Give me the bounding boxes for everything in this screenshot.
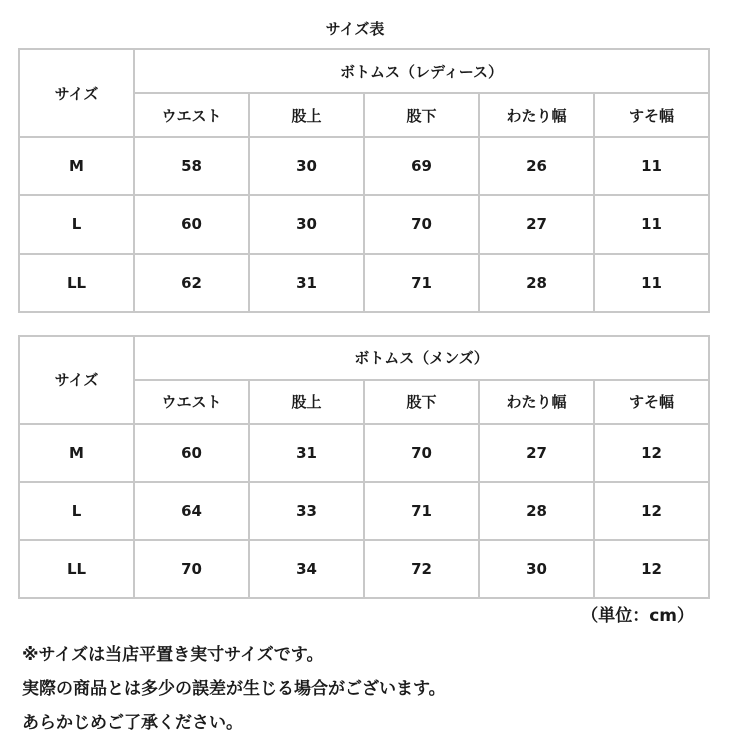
value-cell: 70 [364, 195, 479, 253]
size-header-cell: サイズ [19, 336, 134, 424]
column-header-thigh: わたり幅 [479, 93, 594, 137]
table-row [19, 137, 709, 195]
value-cell: 12 [594, 482, 709, 540]
size-cell: L [19, 482, 134, 540]
value-cell: 11 [594, 137, 709, 195]
table-row [19, 254, 709, 312]
note-line: あらかじめご了承ください。 [22, 713, 243, 733]
value-cell: 70 [134, 540, 249, 598]
table-header-row [19, 336, 709, 380]
page-title: サイズ表 [325, 20, 385, 38]
column-header-hem: すそ幅 [594, 93, 709, 137]
note-line: 実際の商品とは多少の誤差が生じる場合がございます。 [22, 679, 446, 699]
value-cell: 30 [249, 137, 364, 195]
column-header-rise: 股上 [249, 93, 364, 137]
value-cell: 34 [249, 540, 364, 598]
value-cell: 11 [594, 195, 709, 253]
size-cell: LL [19, 540, 134, 598]
table-row [19, 540, 709, 598]
value-cell: 62 [134, 254, 249, 312]
column-header-rise: 股上 [249, 380, 364, 424]
value-cell: 30 [249, 195, 364, 253]
size-cell: L [19, 195, 134, 253]
size-cell: LL [19, 254, 134, 312]
group-header-cell: ボトムス（メンズ） [134, 336, 709, 380]
value-cell: 64 [134, 482, 249, 540]
value-cell: 33 [249, 482, 364, 540]
note-line: ※サイズは当店平置き実寸サイズです。 [22, 645, 324, 665]
value-cell: 58 [134, 137, 249, 195]
size-header-cell: サイズ [19, 49, 134, 137]
size-table-ladies [18, 48, 710, 313]
value-cell: 28 [479, 254, 594, 312]
value-cell: 12 [594, 540, 709, 598]
column-header-hem: すそ幅 [594, 380, 709, 424]
value-cell: 69 [364, 137, 479, 195]
size-cell: M [19, 137, 134, 195]
value-cell: 27 [479, 424, 594, 482]
value-cell: 31 [249, 254, 364, 312]
column-header-inseam: 股下 [364, 380, 479, 424]
column-header-inseam: 股下 [364, 93, 479, 137]
value-cell: 26 [479, 137, 594, 195]
value-cell: 72 [364, 540, 479, 598]
value-cell: 60 [134, 424, 249, 482]
value-cell: 30 [479, 540, 594, 598]
notes [22, 638, 446, 740]
value-cell: 11 [594, 254, 709, 312]
value-cell: 60 [134, 195, 249, 253]
column-header-waist: ウエスト [134, 380, 249, 424]
table-row [19, 424, 709, 482]
column-header-waist: ウエスト [134, 93, 249, 137]
group-header-cell: ボトムス（レディース） [134, 49, 709, 93]
value-cell: 28 [479, 482, 594, 540]
value-cell: 71 [364, 254, 479, 312]
value-cell: 70 [364, 424, 479, 482]
table-row [19, 195, 709, 253]
size-cell: M [19, 424, 134, 482]
value-cell: 31 [249, 424, 364, 482]
column-header-thigh: わたり幅 [479, 380, 594, 424]
value-cell: 71 [364, 482, 479, 540]
value-cell: 27 [479, 195, 594, 253]
size-table-mens [18, 335, 710, 599]
value-cell: 12 [594, 424, 709, 482]
table-header-row [19, 49, 709, 93]
unit-note: （単位：cm） [581, 606, 694, 626]
table-row [19, 482, 709, 540]
